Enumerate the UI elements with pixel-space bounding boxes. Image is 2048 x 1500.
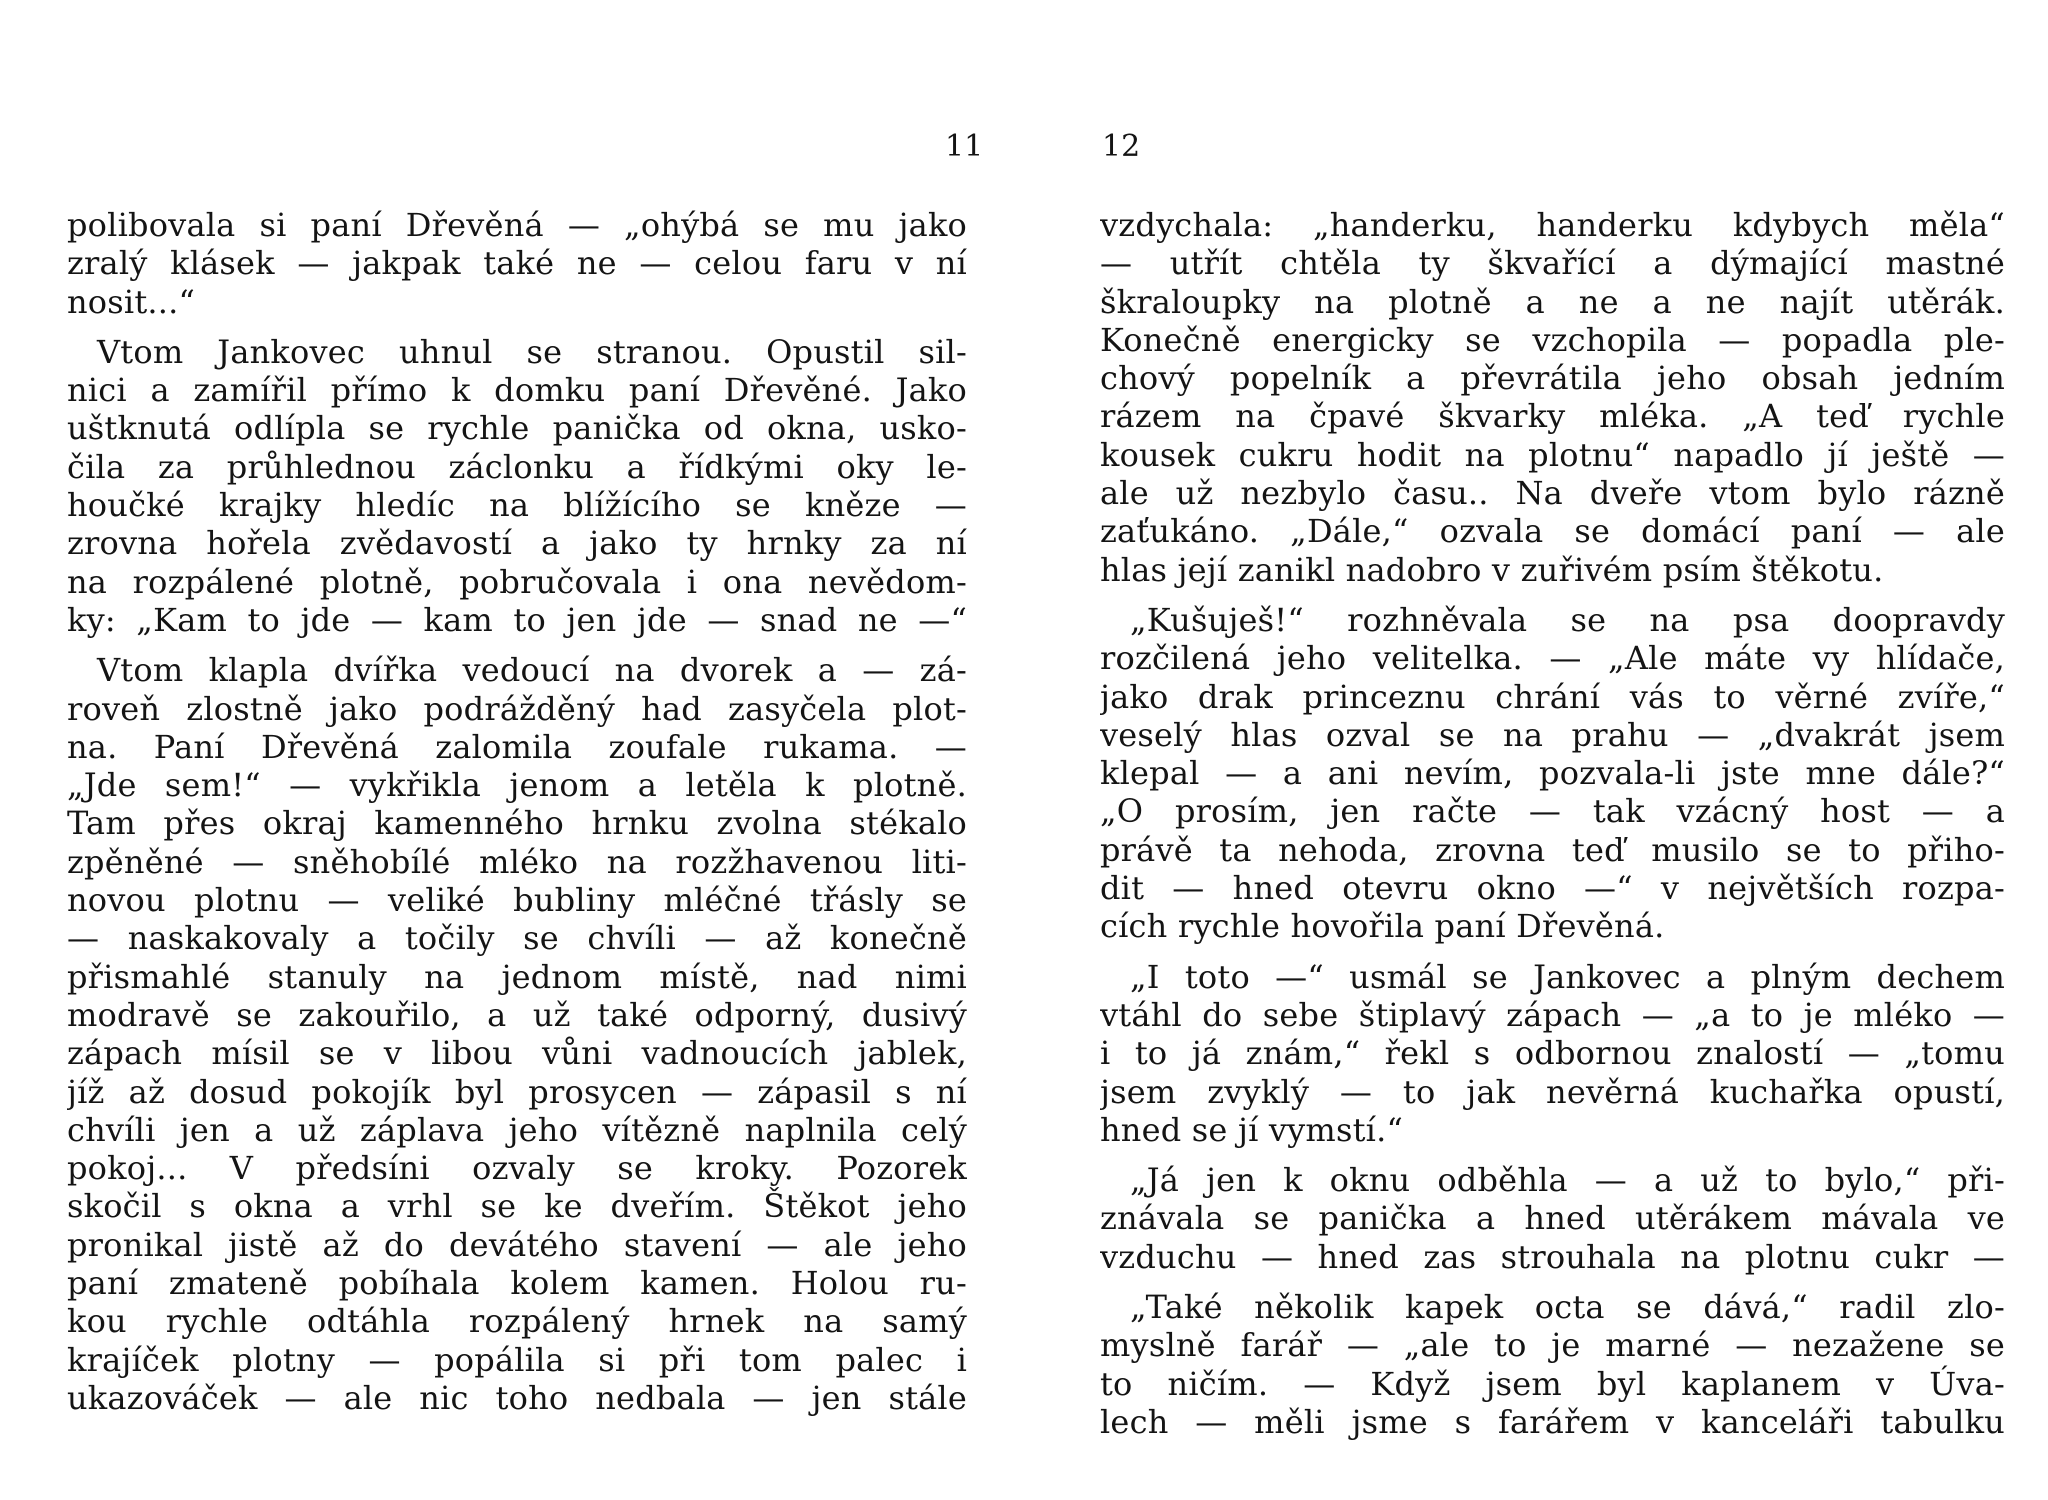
- paragraph: [67, 206, 967, 321]
- paragraph-gap: [1100, 1149, 2005, 1161]
- text-line: — utřít chtěla ty škvařící a dýmající mastné: [1100, 244, 2005, 283]
- text-line: — naskakovaly a točily se chvíli — až konečně: [67, 919, 967, 958]
- text-line: hned se jí vymstí.“: [1100, 1110, 1404, 1149]
- text-line: pokoj... V předsíni ozvaly se kroky. Pozorek: [67, 1149, 967, 1188]
- paragraph: [1100, 1288, 2005, 1441]
- text-line: paní zmateně pobíhala kolem kamen. Holou ru-: [67, 1264, 967, 1303]
- text-line: myslně farář — „ale to je marné — nezažene se: [1100, 1326, 2005, 1365]
- paragraph-gap: [1100, 946, 2005, 958]
- text-line: rozčilená jeho velitelka. — „Ale máte vy hlídače,: [1100, 639, 2005, 678]
- paragraph: [1100, 601, 2005, 946]
- right-page-text: [1100, 206, 2005, 1441]
- text-line: novou plotnu — veliké bubliny mléčné třásly se: [67, 881, 967, 920]
- text-line: nici a zamířil přímo k domku paní Dřevěné. Jako: [67, 371, 967, 410]
- text-line: Vtom klapla dvířka vedoucí na dvorek a — zá-: [97, 651, 967, 690]
- text-line: nosit...“: [67, 282, 196, 321]
- paragraph-gap: [1100, 1276, 2005, 1288]
- text-line: „Také několik kapek octa se dává,“ radil zlo-: [1130, 1288, 2005, 1327]
- text-line: veselý hlas ozval se na prahu — „dvakrát jsem: [1100, 715, 2005, 754]
- text-line: „Jde sem!“ — vykřikla jenom a letěla k plotně.: [67, 766, 967, 805]
- text-line: kousek cukru hodit na plotnu“ napadlo jí ještě —: [1100, 435, 2005, 474]
- text-line: jako drak princeznu chrání vás to věrné zvíře,“: [1100, 677, 2005, 716]
- text-line: jsem zvyklý — to jak nevěrná kuchařka opustí,: [1100, 1072, 2005, 1111]
- text-line: vzdychala: „handerku, handerku kdybych měla“: [1100, 206, 2005, 244]
- paragraph-gap: [67, 321, 967, 333]
- text-line: cích rychle hovořila paní Dřevěná.: [1100, 907, 1665, 946]
- text-line: jíž až dosud pokojík byl prosycen — zápasil s ní: [67, 1072, 967, 1111]
- text-line: to ničím. — Když jsem byl kaplanem v Úva-: [1100, 1364, 2005, 1403]
- text-line: přismahlé stanuly na jednom místě, nad nimi: [67, 957, 967, 996]
- text-line: Vtom Jankovec uhnul se stranou. Opustil sil-: [97, 332, 967, 371]
- paragraph: [67, 333, 967, 639]
- text-line: houčké krajky hledíc na blížícího se kněze —: [67, 486, 967, 525]
- text-line: Tam přes okraj kamenného hrnku zvolna stékalo: [67, 804, 967, 843]
- paragraph-gap: [67, 639, 967, 651]
- text-line: Konečně energicky se vzchopila — popadla ple-: [1100, 320, 2005, 359]
- text-line: pronikal jistě až do devátého stavení — ale jeho: [67, 1225, 967, 1264]
- text-line: uštknutá odlípla se rychle panička od okna, usko-: [67, 409, 967, 448]
- right-page-number: 12: [1102, 129, 1141, 164]
- text-line: kou rychle odtáhla rozpálený hrnek na samý: [67, 1302, 967, 1341]
- text-line: škraloupky na plotně a ne a ne najít utěrák.: [1100, 282, 2005, 321]
- left-page-number: 11: [945, 129, 984, 164]
- text-line: chvíli jen a už záplava jeho vítězně naplnila celý: [67, 1110, 967, 1149]
- paragraph: [1100, 1161, 2005, 1276]
- text-line: modravě se zakouřilo, a už také odporný, dusivý: [67, 995, 967, 1034]
- text-line: polibovala si paní Dřevěná — „ohýbá se mu jako: [67, 206, 967, 244]
- left-page-text: [67, 206, 967, 1417]
- paragraph-gap: [1100, 589, 2005, 601]
- text-line: ale už nezbylo času.. Na dveře vtom bylo rázně: [1100, 474, 2005, 513]
- text-line: lech — měli jsme s farářem v kanceláři tabulku: [1100, 1402, 2005, 1441]
- text-line: chový popelník a převrátila jeho obsah jedním: [1100, 359, 2005, 398]
- text-line: krajíček plotny — popálila si při tom palec i: [67, 1340, 967, 1379]
- text-line: „Já jen k oknu odběhla — a už to bylo,“ při-: [1130, 1161, 2005, 1200]
- text-line: zralý klásek — jakpak také ne — celou faru v ní: [67, 244, 967, 283]
- text-line: právě ta nehoda, zrovna teď musilo se to přiho-: [1100, 830, 2005, 869]
- text-line: na. Paní Dřevěná zalomila zoufale rukama. —: [67, 727, 967, 766]
- text-line: ky: „Kam to jde — kam to jen jde — snad ne —“: [67, 600, 967, 639]
- paragraph: [67, 651, 967, 1417]
- text-line: vtáhl do sebe štiplavý zápach — „a to je mléko —: [1100, 995, 2005, 1034]
- text-line: rázem na čpavé škvarky mléka. „A teď rychle: [1100, 397, 2005, 436]
- text-line: vzduchu — hned zas strouhala na plotnu cukr —: [1100, 1237, 2005, 1276]
- text-line: klepal — a ani nevím, pozvala-li jste mne dále?“: [1100, 754, 2005, 793]
- text-line: na rozpálené plotně, pobručovala i ona nevědom-: [67, 562, 967, 601]
- text-line: roveň zlostně jako podrážděný had zasyčela plot-: [67, 689, 967, 728]
- paragraph: [1100, 958, 2005, 1149]
- text-line: znávala se panička a hned utěrákem mávala ve: [1100, 1199, 2005, 1238]
- text-line: hlas její zanikl nadobro v zuřivém psím štěkotu.: [1100, 550, 1884, 589]
- text-line: i to já znám,“ řekl s odbornou znalostí — „tomu: [1100, 1034, 2005, 1073]
- text-line: zaťukáno. „Dále,“ ozvala se domácí paní — ale: [1100, 512, 2005, 551]
- text-line: zápach mísil se v libou vůni vadnoucích jablek,: [67, 1034, 967, 1073]
- text-line: „O prosím, jen račte — tak vzácný host — a: [1100, 792, 2005, 831]
- paragraph: [1100, 206, 2005, 589]
- text-line: zpěněné — sněhobílé mléko na rozžhavenou liti-: [67, 842, 967, 881]
- text-line: zrovna hořela zvědavostí a jako ty hrnky za ní: [67, 524, 967, 563]
- text-line: dit — hned otevru okno —“ v největších rozpa-: [1100, 869, 2005, 908]
- text-line: skočil s okna a vrhl se ke dveřím. Štěkot jeho: [67, 1187, 967, 1226]
- text-line: čila za průhlednou záclonku a řídkými oky le-: [67, 447, 967, 486]
- text-line: „I toto —“ usmál se Jankovec a plným dechem: [1130, 957, 2005, 996]
- text-line: „Kušuješ!“ rozhněvala se na psa doopravdy: [1130, 600, 2005, 639]
- text-line: ukazováček — ale nic toho nedbala — jen stále: [67, 1378, 967, 1417]
